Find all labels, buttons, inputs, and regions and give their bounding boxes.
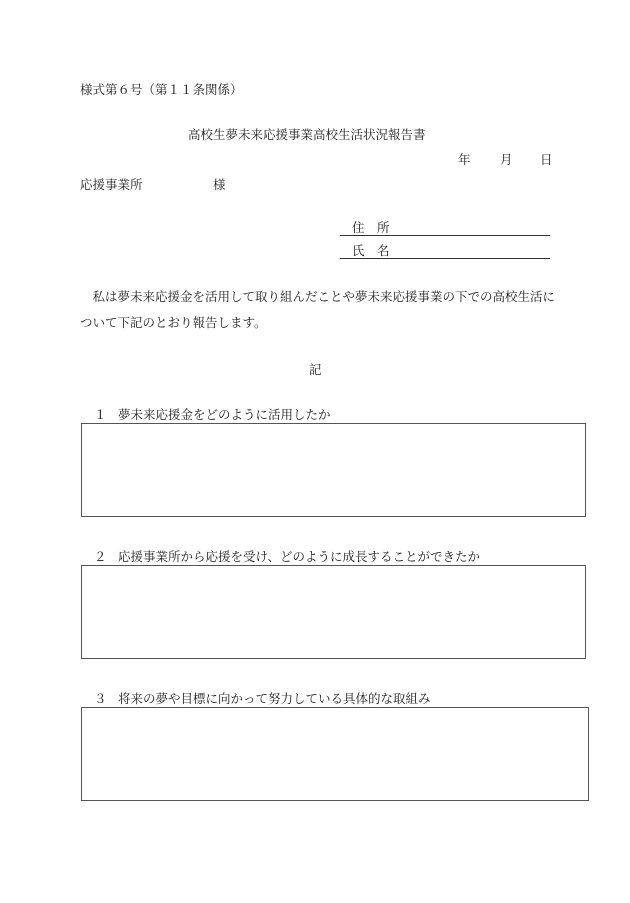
date-month-label: 月 (500, 152, 513, 167)
addressee-honorific: 様 (213, 177, 226, 192)
section-2-heading: 応援事業所から応援を受け、どのように成長することができたか (118, 549, 481, 564)
section-3-answer-box[interactable] (81, 707, 589, 801)
name-field[interactable] (340, 240, 550, 259)
section-3-heading: 将来の夢や目標に向かって努力している具体的な取組み (118, 691, 431, 706)
address-label: 住 所 (352, 220, 390, 235)
section-2-answer-box[interactable] (81, 565, 586, 659)
section-1-heading: 夢未来応援金をどのように活用したか (118, 407, 331, 422)
address-field[interactable] (340, 217, 550, 236)
note-mark: 記 (309, 362, 322, 377)
document-title: 高校生夢未来応援事業高校生活状況報告書 (188, 127, 426, 142)
section-1-number: １ (94, 407, 107, 422)
section-1-answer-box[interactable] (81, 423, 586, 517)
section-3-number: ３ (94, 691, 107, 706)
addressee-name: 応援事業所 (80, 177, 143, 192)
section-2-number: ２ (94, 549, 107, 564)
intro-paragraph: 私は夢未来応援金を活用して取り組んだことや夢未来応援事業の下での高校生活について下記のとおり報告します。 (80, 289, 556, 330)
form-number: 様式第６号（第１１条関係） (80, 82, 243, 97)
date-year-label: 年 (458, 152, 471, 167)
name-label: 氏 名 (352, 243, 390, 258)
date-day-label: 日 (540, 152, 553, 167)
